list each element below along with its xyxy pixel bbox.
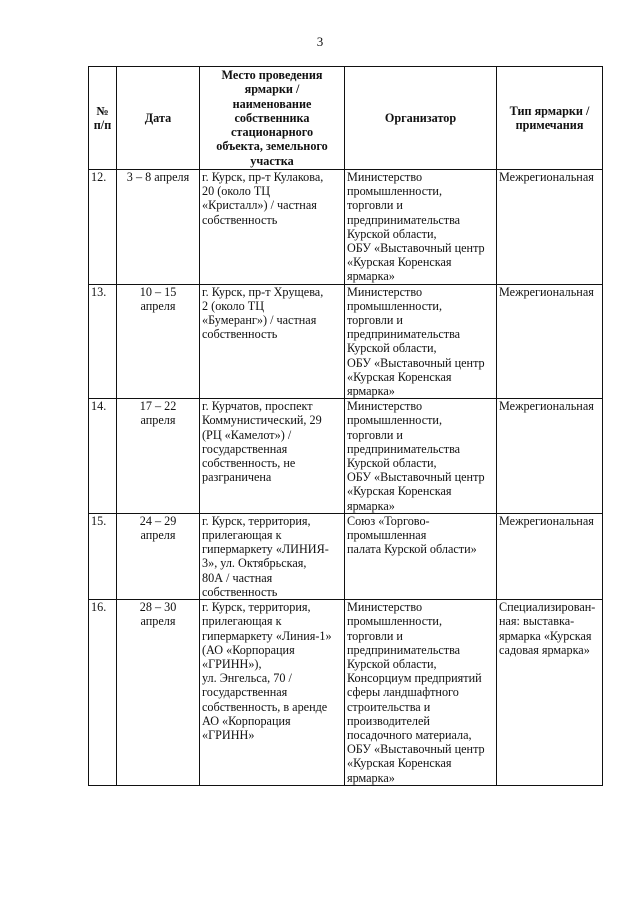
- text-line: строительства и: [347, 699, 431, 714]
- text-line: Межрегиональная: [499, 399, 594, 414]
- text-line: 3», ул. Октябрьская,: [202, 556, 307, 571]
- text-line: 80А / частная: [202, 570, 273, 585]
- text-line: ОБУ «Выставочный центр: [347, 241, 485, 256]
- text-line: 10 – 15: [139, 284, 177, 299]
- text-line: собственность, в аренде: [202, 699, 328, 714]
- text-line: Межрегиональная: [499, 170, 594, 184]
- text-line: Министерство: [347, 284, 423, 299]
- text-line: ярмарки /: [244, 82, 300, 97]
- text-line: разграничена: [202, 470, 272, 485]
- row-organizer: [345, 600, 497, 786]
- row-place: [200, 399, 345, 514]
- row-organizer: [345, 399, 497, 514]
- text-line: садовая ярмарка»: [499, 642, 590, 657]
- text-line: Курской области,: [347, 226, 437, 241]
- row-place: [200, 600, 345, 786]
- table-row: [89, 170, 603, 285]
- text-line: Консорциум предприятий: [347, 671, 482, 686]
- table-row: [89, 513, 603, 599]
- row-number: 16.: [89, 600, 117, 786]
- text-line: наименование: [232, 96, 312, 111]
- text-line: «Курская Коренская: [347, 484, 452, 499]
- header-place: [200, 67, 345, 170]
- row-place: [200, 284, 345, 399]
- row-number: 13.: [89, 284, 117, 399]
- text-line: гипермаркету «ЛИНИЯ-: [202, 542, 329, 557]
- table-header-row: [89, 67, 603, 170]
- text-line: (РЦ «Камелот») /: [202, 427, 292, 442]
- text-line: торговли и: [347, 427, 403, 442]
- text-line: «Курская Коренская: [347, 369, 452, 384]
- text-line: гипермаркету «Линия-1»: [202, 628, 332, 643]
- text-line: ярмарка»: [347, 269, 395, 284]
- text-line: АО «Корпорация: [202, 713, 291, 728]
- text-line: Межрегиональная: [499, 284, 594, 299]
- text-line: промышленная: [347, 528, 427, 543]
- text-line: ОБУ «Выставочный центр: [347, 355, 485, 370]
- text-line: производителей: [347, 713, 430, 728]
- text-line: Курской области,: [347, 341, 437, 356]
- text-line: собственность, не: [202, 456, 296, 471]
- row-organizer: [345, 170, 497, 285]
- text-line: государственная: [202, 685, 288, 700]
- header-num: [89, 67, 117, 170]
- text-line: государственная: [202, 441, 288, 456]
- table-row: [89, 600, 603, 786]
- row-date: [117, 284, 200, 399]
- text-line: п/п: [93, 118, 112, 132]
- text-line: 20 (около ТЦ: [202, 184, 271, 199]
- text-line: торговли и: [347, 198, 403, 213]
- row-place: [200, 513, 345, 599]
- text-line: Место проведения: [221, 68, 323, 83]
- header-organizer: [345, 67, 497, 170]
- text-line: Коммунистический, 29: [202, 413, 322, 428]
- text-line: предпринимательства: [347, 642, 461, 657]
- text-line: №: [96, 103, 109, 118]
- text-line: промышленности,: [347, 184, 443, 199]
- text-line: «ГРИНН»),: [202, 656, 262, 671]
- text-line: г. Курчатов, проспект: [202, 399, 313, 414]
- text-line: Министерство: [347, 399, 423, 414]
- row-date: [117, 513, 200, 599]
- text-line: Союз «Торгово-: [347, 513, 430, 528]
- fairs-table: [88, 66, 603, 786]
- text-line: собственника: [234, 110, 310, 125]
- row-type: [497, 284, 603, 399]
- row-place: [200, 170, 345, 285]
- text-line: Министерство: [347, 600, 423, 615]
- text-line: предпринимательства: [347, 327, 461, 342]
- text-line: Министерство: [347, 170, 423, 184]
- text-line: прилегающая к: [202, 614, 282, 629]
- row-type: [497, 513, 603, 599]
- text-line: г. Курск, пр-т Кулакова,: [202, 170, 324, 184]
- text-line: собственность: [202, 212, 278, 227]
- text-line: «Кристалл») / частная: [202, 198, 317, 213]
- row-type: [497, 600, 603, 786]
- text-line: ул. Энгельса, 70 /: [202, 671, 292, 686]
- text-line: прилегающая к: [202, 528, 282, 543]
- text-line: сферы ландшафтного: [347, 685, 459, 700]
- row-type: [497, 399, 603, 514]
- text-line: «Бумеранг») / частная: [202, 313, 317, 328]
- text-line: стационарного: [230, 125, 314, 140]
- page-number: 3: [316, 34, 324, 49]
- table-row: [89, 399, 603, 514]
- row-type: [497, 170, 603, 285]
- text-line: ярмарка «Курская: [499, 628, 592, 643]
- text-line: палата Курской области»: [347, 542, 477, 557]
- text-line: предпринимательства: [347, 441, 461, 456]
- row-number: 14.: [89, 399, 117, 514]
- text-line: торговли и: [347, 313, 403, 328]
- text-line: «Курская Коренская: [347, 756, 452, 771]
- text-line: 17 – 22: [139, 399, 177, 414]
- text-line: ярмарка»: [347, 770, 395, 785]
- text-line: 2 (около ТЦ: [202, 298, 264, 313]
- header-date: [117, 67, 200, 170]
- text-line: «ГРИНН»: [202, 727, 255, 742]
- text-line: промышленности,: [347, 413, 443, 428]
- text-line: Межрегиональная: [499, 513, 594, 528]
- text-line: объекта, земельного: [216, 139, 328, 154]
- text-line: апреля: [140, 298, 176, 313]
- text-line: 24 – 29: [139, 513, 177, 528]
- text-line: апреля: [140, 528, 176, 543]
- text-line: ОБУ «Выставочный центр: [347, 470, 485, 485]
- text-line: посадочного материала,: [347, 727, 472, 742]
- text-line: ОБУ «Выставочный центр: [347, 742, 485, 757]
- text-line: ная: выставка-: [499, 614, 575, 629]
- text-line: 3 – 8 апреля: [126, 170, 190, 184]
- header-type: [497, 67, 603, 170]
- row-number: 15.: [89, 513, 117, 599]
- text-line: промышленности,: [347, 614, 443, 629]
- table-row: [89, 284, 603, 399]
- text-line: г. Курск, пр-т Хрущева,: [202, 284, 324, 299]
- text-line: ярмарка»: [347, 498, 395, 513]
- row-organizer: [345, 284, 497, 399]
- text-line: торговли и: [347, 628, 403, 643]
- text-line: 28 – 30: [139, 600, 177, 615]
- row-date: [117, 600, 200, 786]
- text-line: г. Курск, территория,: [202, 513, 311, 528]
- text-line: Курской области,: [347, 456, 437, 471]
- text-line: промышленности,: [347, 298, 443, 313]
- text-line: «Курская Коренская: [347, 255, 452, 270]
- text-line: Специализирован-: [499, 600, 596, 615]
- text-line: Тип ярмарки /: [509, 103, 590, 118]
- text-line: собственность: [202, 584, 278, 599]
- text-line: Курской области,: [347, 656, 437, 671]
- text-line: предпринимательства: [347, 212, 461, 227]
- text-line: примечания: [515, 118, 584, 132]
- row-date: [117, 399, 200, 514]
- text-line: ярмарка»: [347, 384, 395, 399]
- row-organizer: [345, 513, 497, 599]
- row-date: [117, 170, 200, 285]
- text-line: (АО «Корпорация: [202, 642, 295, 657]
- text-line: апреля: [140, 614, 176, 629]
- text-line: Организатор: [384, 110, 457, 125]
- text-line: г. Курск, территория,: [202, 600, 311, 615]
- row-number: 12.: [89, 170, 117, 285]
- text-line: апреля: [140, 413, 176, 428]
- text-line: участка: [250, 153, 294, 168]
- text-line: собственность: [202, 327, 278, 342]
- text-line: Дата: [144, 110, 172, 125]
